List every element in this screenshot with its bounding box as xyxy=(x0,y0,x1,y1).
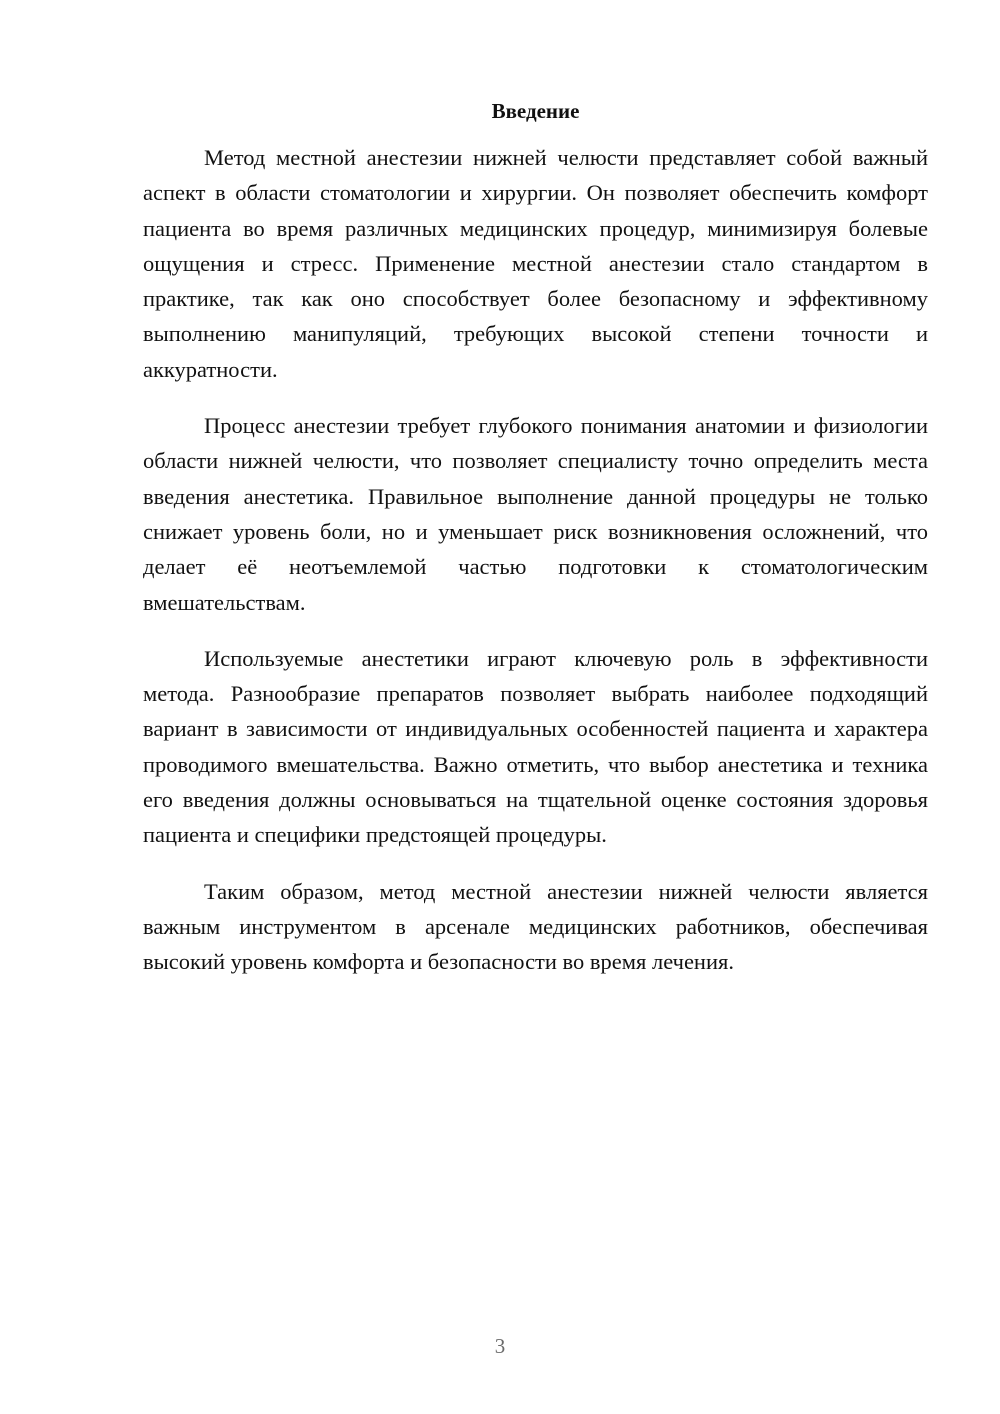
page-number: 3 xyxy=(494,1334,506,1358)
paragraph-1: Метод местной анестезии нижней челюсти представляет собой важный аспект в области стоматологии и хирургии. Он позволяет обеспечить комфорт пациента во время различных медицинских процедур, минимизируя болевые ощущения и стресс. Применение местной анестезии стало стандартом в практике, так как оно способствует более безопасному и эффективному выполнению манипуляций, требующих высокой степени точности и аккуратности. xyxy=(143,145,928,382)
paragraph-2: Процесс анестезии требует глубокого понимания анатомии и физиологии области нижней челюсти, что позволяет специалисту точно определить места введения анестетика. Правильное выполнение данной процедуры не только снижает уровень боли, но и уменьшает риск возникновения осложнений, что делает её неотъемлемой частью подготовки к стоматологическим вмешательствам. xyxy=(143,413,928,615)
section-heading: Введение xyxy=(491,99,580,123)
paragraph-3: Используемые анестетики играют ключевую роль в эффективности метода. Разнообразие препаратов позволяет выбрать наиболее подходящий вариант в зависимости от индивидуальных особенностей пациента и характера проводимого вмешательства. Важно отметить, что выбор анестетика и техника его введения должны основываться на тщательной оценке состояния здоровья пациента и специфики предстоящей процедуры. xyxy=(143,645,928,848)
page-content xyxy=(143,96,928,980)
paragraph-4: Таким образом, метод местной анестезии нижней челюсти является важным инструментом в арсенале медицинских работников, обеспечивая высокий уровень комфорта и безопасности во время лечения. xyxy=(143,878,928,975)
